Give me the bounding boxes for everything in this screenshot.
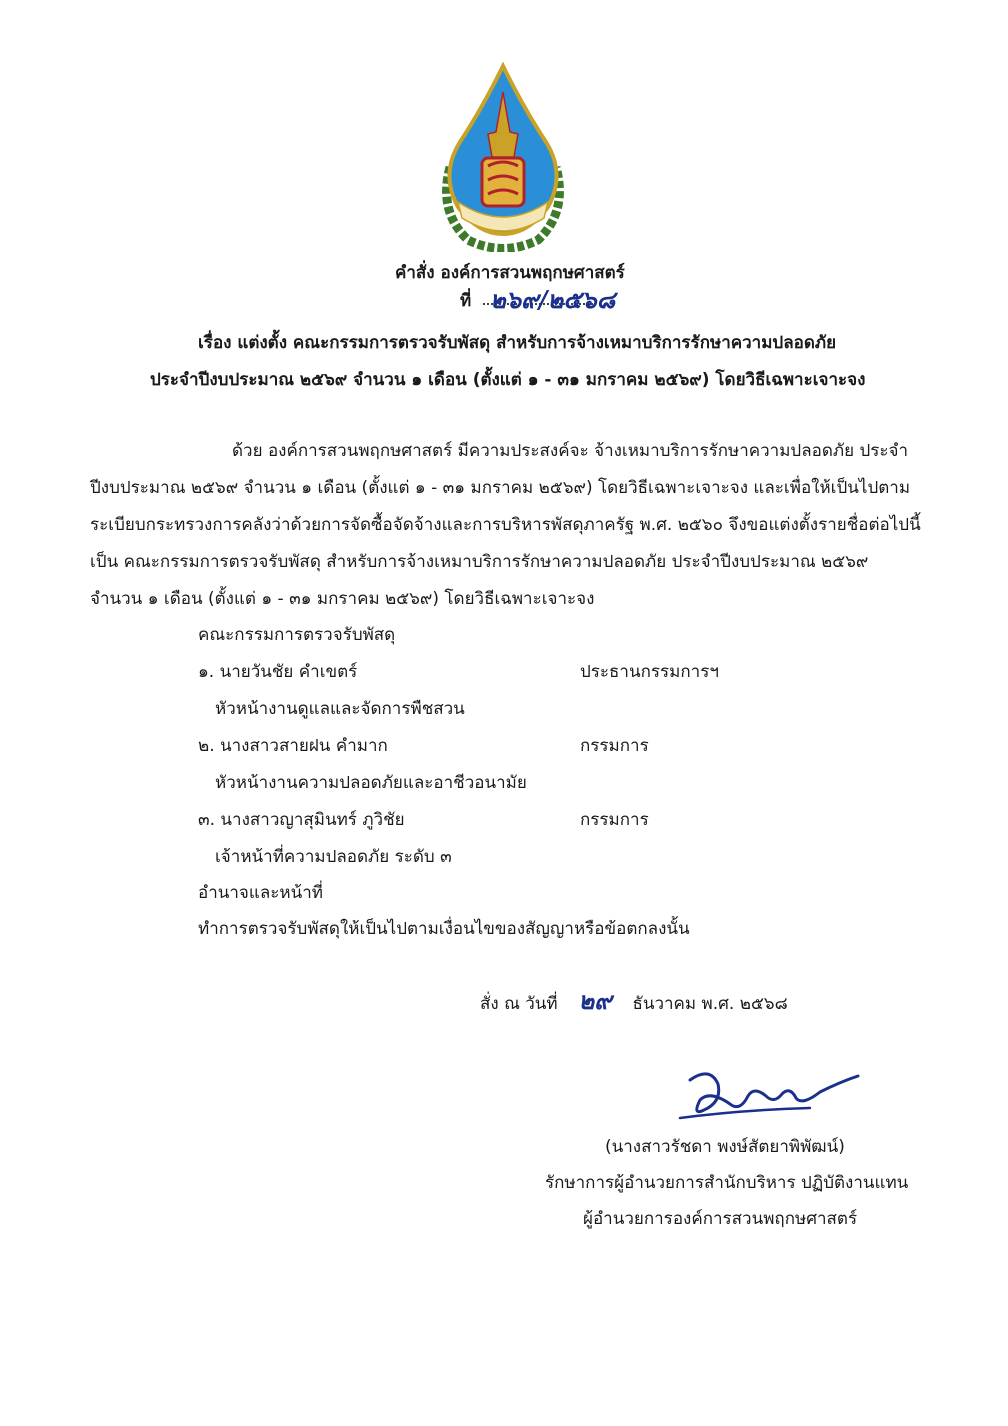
order-title: คำสั่ง องค์การสวนพฤกษศาสตร์ xyxy=(395,263,625,283)
member-3-name: ๓. นางสาวญาสุมินทร์ ภูวิชัย xyxy=(198,810,405,830)
order-number-prefix: ที่ xyxy=(460,291,472,311)
handwritten-signature-icon xyxy=(670,1060,870,1130)
date-prefix: สั่ง ณ วันที่ xyxy=(480,994,558,1014)
logo-emblem-icon xyxy=(428,62,578,252)
duty-heading: อำนาจและหน้าที่ xyxy=(198,883,323,903)
member-3-position: เจ้าหน้าที่ความปลอดภัย ระดับ ๓ xyxy=(215,847,452,867)
order-number-handwritten: ๒๖๙/๒๕๖๘ xyxy=(490,285,616,314)
subject-line-2: ประจำปีงบประมาณ ๒๕๖๙ จำนวน ๑ เดือน (ตั้งแต่ ๑ - ๓๑ มกราคม ๒๕๖๙) โดยวิธีเฉพาะเจาะจง xyxy=(150,370,866,390)
signer-title-1: รักษาการผู้อำนวยการสำนักบริหาร ปฏิบัติงานแทน xyxy=(545,1173,909,1193)
paragraph-line-4: เป็น คณะกรรมการตรวจรับพัสดุ สำหรับการจ้างเหมาบริการรักษาความปลอดภัย ประจำปีงบประมาณ ๒๕๖๙ xyxy=(90,552,869,572)
paragraph-line-3: ระเบียบกระทรวงการคลังว่าด้วยการจัดซื้อจัดจ้างและการบริหารพัสดุภาครัฐ พ.ศ. ๒๕๖๐ จึงขอแต่งตั้งรายชื่อต่อไปนี้ xyxy=(90,515,921,535)
paragraph-line-5: จำนวน ๑ เดือน (ตั้งแต่ ๑ - ๓๑ มกราคม ๒๕๖๙) โดยวิธีเฉพาะเจาะจง xyxy=(90,589,595,609)
member-3-role: กรรมการ xyxy=(580,810,649,830)
paragraph-line-2: ปีงบประมาณ ๒๕๖๙ จำนวน ๑ เดือน (ตั้งแต่ ๑ - ๓๑ มกราคม ๒๕๖๙) โดยวิธีเฉพาะเจาะจง และเพื่อให้เป็นไปตาม xyxy=(90,478,911,498)
paragraph-line-1: ด้วย องค์การสวนพฤกษศาสตร์ มีความประสงค์จะ จ้างเหมาบริการรักษาความปลอดภัย ประจำ xyxy=(232,441,909,461)
member-2-name: ๒. นางสาวสายฝน คำมาก xyxy=(198,736,388,756)
member-2-position: หัวหน้างานความปลอดภัยและอาชีวอนามัย xyxy=(215,773,527,793)
committee-heading: คณะกรรมการตรวจรับพัสดุ xyxy=(198,625,396,645)
signature-image xyxy=(670,1060,870,1130)
member-2-role: กรรมการ xyxy=(580,736,649,756)
duty-text: ทำการตรวจรับพัสดุให้เป็นไปตามเงื่อนไขของสัญญาหรือข้อตกลงนั้น xyxy=(198,919,690,939)
date-day-handwritten: ๒๙ xyxy=(578,986,612,1015)
member-1-role: ประธานกรรมการฯ xyxy=(580,662,719,682)
signer-title-2: ผู้อำนวยการองค์การสวนพฤกษศาสตร์ xyxy=(583,1209,858,1229)
order-date xyxy=(480,986,788,1015)
organization-logo xyxy=(428,62,578,252)
signer-name: (นางสาวรัชดา พงษ์สัตยาพิพัฒน์) xyxy=(605,1137,845,1157)
member-1-position: หัวหน้างานดูแลและจัดการพืชสวน xyxy=(215,699,465,719)
subject-line-1: เรื่อง แต่งตั้ง คณะกรรมการตรวจรับพัสดุ สำหรับการจ้างเหมาบริการรักษาความปลอดภัย xyxy=(198,333,837,353)
date-suffix: ธันวาคม พ.ศ. ๒๕๖๘ xyxy=(632,994,788,1014)
member-1-name: ๑. นายวันชัย คำเขตร์ xyxy=(198,662,358,682)
